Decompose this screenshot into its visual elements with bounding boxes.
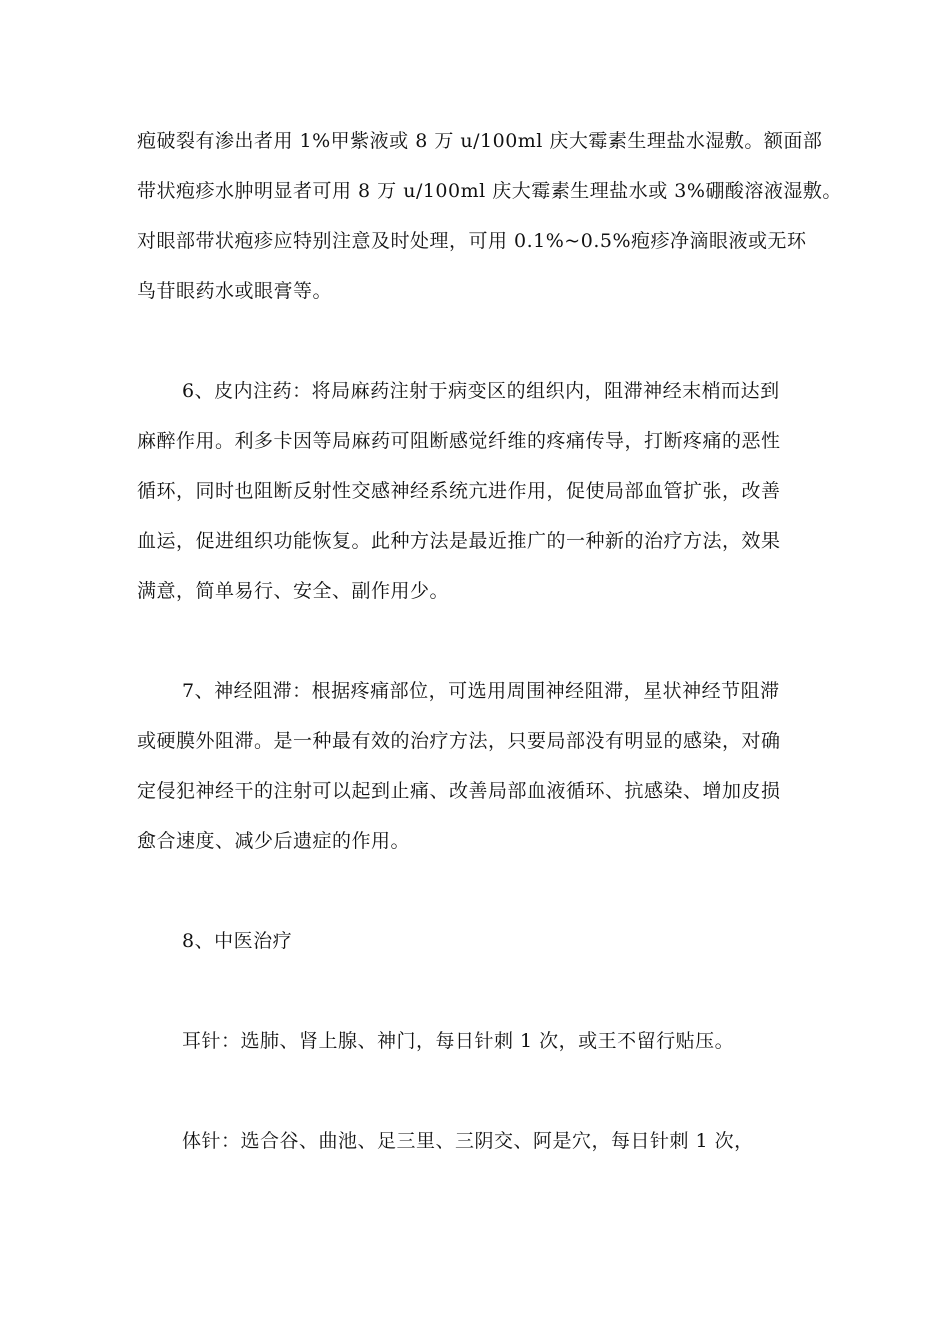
paragraph-2-line-1: 6、皮内注药：将局麻药注射于病变区的组织内，阻滞神经末梢而达到 [182,380,780,402]
ear-acupuncture-text: 耳针：选肺、肾上腺、神门，每日针刺 1 次，或王不留行贴压。 [182,1030,735,1052]
paragraph-1-line-4: 鸟苷眼药水或眼膏等。 [137,280,333,302]
paragraph-2-line-3: 循环，同时也阻断反射性交感神经系统亢进作用，促使局部血管扩张，改善 [137,480,781,502]
paragraph-3-line-3: 定侵犯神经干的注射可以起到止痛、改善局部血液循环、抗感染、增加皮损 [137,780,781,802]
paragraph-2-line-2: 麻醉作用。利多卡因等局麻药可阻断感觉纤维的疼痛传导，打断疼痛的恶性 [137,430,781,452]
paragraph-2-line-4: 血运，促进组织功能恢复。此种方法是最近推广的一种新的治疗方法，效果 [137,530,781,552]
paragraph-1-line-3: 对眼部带状疱疹应特别注意及时处理，可用 0.1%~0.5%疱疹净滴眼液或无环 [137,230,807,252]
paragraph-3-line-4: 愈合速度、减少后遗症的作用。 [137,830,411,852]
paragraph-1-line-1: 疱破裂有渗出者用 1%甲紫液或 8 万 u/100ml 庆大霉素生理盐水湿敷。额面部 [137,130,823,152]
section-heading-tcm: 8、中医治疗 [182,930,293,952]
paragraph-1-line-2: 带状疱疹水肿明显者可用 8 万 u/100ml 庆大霉素生理盐水或 3%硼酸溶液湿敷。 [137,180,842,202]
paragraph-3-line-1: 7、神经阻滞：根据疼痛部位，可选用周围神经阻滞，星状神经节阻滞 [182,680,780,702]
paragraph-3-line-2: 或硬膜外阻滞。是一种最有效的治疗方法，只要局部没有明显的感染，对确 [137,730,781,752]
body-acupuncture-text: 体针：选合谷、曲池、足三里、三阴交、阿是穴，每日针刺 1 次， [182,1130,754,1152]
paragraph-2-line-5: 满意，简单易行、安全、副作用少。 [137,580,450,602]
